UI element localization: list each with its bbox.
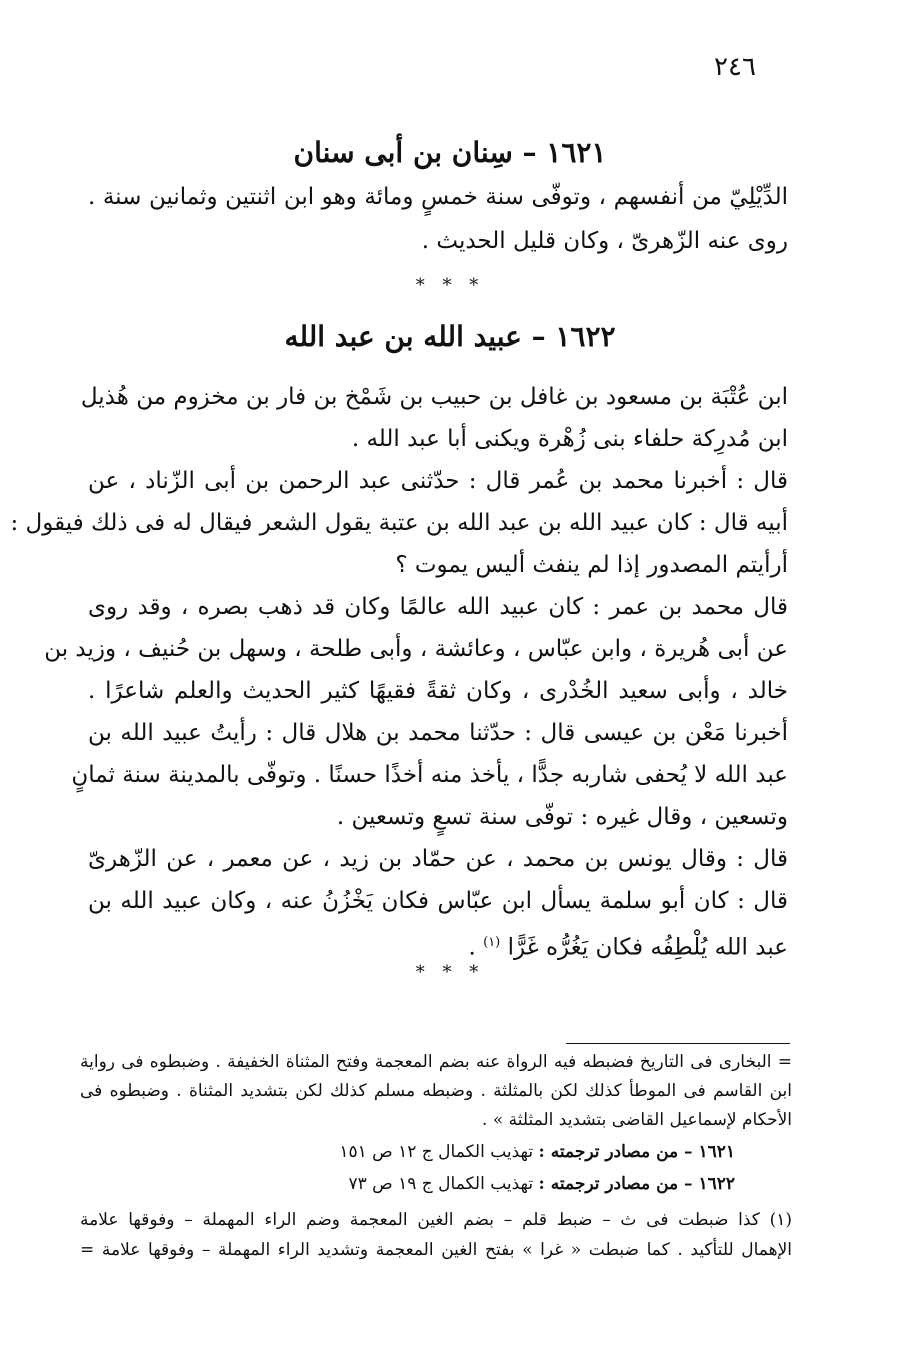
entry-1621-line: الدِّيْلِيّ من أنفسهم ، وتوفّى سنة خمسٍ ومائة وهو ابن اثنتين وثمانين سنة . — [88, 184, 788, 210]
entry-1622-line: عن أبى هُريرة ، وابن عبّاس ، وعائشة ، وأبى طلحة ، وسهل بن حُنيف ، وزيد بن — [44, 636, 788, 662]
footnote-ref: (١) — [483, 935, 501, 950]
footnote-line: = البخارى فى التاريخ فضبطه فيه الرواة عنه بضم المعجمة وفتح المثناة الخفيفة . وضبطوه فى رواية — [80, 1052, 792, 1072]
entry-1622-line: قال : كان أبو سلمة يسأل ابن عبّاس فكان يَخْزُنُ عنه ، وكان عبيد الله بن — [88, 888, 788, 914]
footnote-line: ابن القاسم فى الموطأ كذلك لكن بالمثلثة . وضبطه مسلم كذلك لكن بتشديد المثناة . وضبطوه فى — [80, 1081, 792, 1101]
entry-title-1621: ١٦٢١ – سِنان بن أبى سنان — [293, 136, 607, 169]
entry-1622-line: أبيه قال : كان عبيد الله بن عبد الله بن عتبة يقول الشعر فيقال له فى ذلك فيقول : — [10, 510, 788, 536]
section-separator: * * * — [415, 962, 485, 983]
entry-1622-line: وتسعين ، وقال غيره : توفّى سنة تسعٍ وتسعين . — [336, 804, 788, 830]
entry-1622-last-line — [88, 928, 788, 963]
entry-1622-line-text: عبد الله يُلْطِفُه فكان يَغُرُّه غَرًّا — [507, 934, 788, 961]
entry-1622-line: ابن عُتْبَة بن مسعود بن غافل بن حبيب بن شَمْخ بن فار بن مخزوم من هُذيل — [80, 384, 788, 410]
footnote-line: الأحكام لإسماعيل القاضى بتشديد المثلثة » . — [482, 1110, 792, 1130]
footnote-note-line: (١) كذا ضبطت فى ث – ضبط قلم – بضم الغين المعجمة وضم الراء المهملة – وفوقها علامة — [80, 1210, 792, 1230]
entry-1622-line: أخبرنا مَعْن بن عيسى قال : حدّثنا محمد بن هلال قال : رأيتُ عبيد الله بن — [88, 720, 788, 746]
entry-1622-line: أرأيتم المصدور إذا لم ينفث أليس يموت ؟ — [395, 552, 788, 578]
footnote-note-line: الإهمال للتأكيد . كما ضبطت « غرا » بفتح الغين المعجمة وتشديد الراء المهملة – وفوقها علامة = — [80, 1240, 792, 1260]
entry-title-1622: ١٦٢٢ – عبيد الله بن عبد الله — [284, 320, 616, 353]
page-number: ٢٤٦ — [714, 52, 756, 82]
entry-1622-line-end: . — [468, 934, 476, 961]
entry-1622-line: ابن مُدرِكة حلفاء بنى زُهْرة ويكنى أبا عبد الله . — [351, 426, 788, 452]
entry-1622-line: قال محمد بن عمر : كان عبيد الله عالمًا وكان قد ذهب بصره ، وقد روى — [88, 594, 788, 620]
entry-1621-line: روى عنه الزّهرىّ ، وكان قليل الحديث . — [421, 228, 788, 254]
footnote-rule — [566, 1043, 790, 1044]
section-separator: * * * — [415, 275, 485, 296]
source-text: تهذيب الكمال ج ١٩ ص ٧٣ — [348, 1174, 534, 1194]
source-line-1621 — [240, 1140, 735, 1164]
source-line-1622 — [240, 1172, 735, 1196]
entry-1622-line: عبد الله لا يُحفى شاربه جدًّا ، يأخذ منه أخذًا حسنًا . وتوفّى بالمدينة سنة ثمانٍ — [71, 762, 788, 788]
entry-1622-line: خالد ، وأبى سعيد الخُدْرى ، وكان ثقةً فقيهًا كثير الحديث والعلم شاعرًا . — [88, 678, 788, 704]
source-label: ١٦٢٢ – من مصادر ترجمته : — [538, 1174, 735, 1194]
entry-1622-line: قال : أخبرنا محمد بن عُمر قال : حدّثنى عبد الرحمن بن أبى الزّناد ، عن — [88, 468, 788, 494]
entry-1622-line: قال : وقال يونس بن محمد ، عن حمّاد بن زيد ، عن معمر ، عن الزّهرىّ — [88, 846, 788, 872]
source-label: ١٦٢١ – من مصادر ترجمته : — [538, 1142, 735, 1162]
source-text: تهذيب الكمال ج ١٢ ص ١٥١ — [339, 1142, 534, 1162]
